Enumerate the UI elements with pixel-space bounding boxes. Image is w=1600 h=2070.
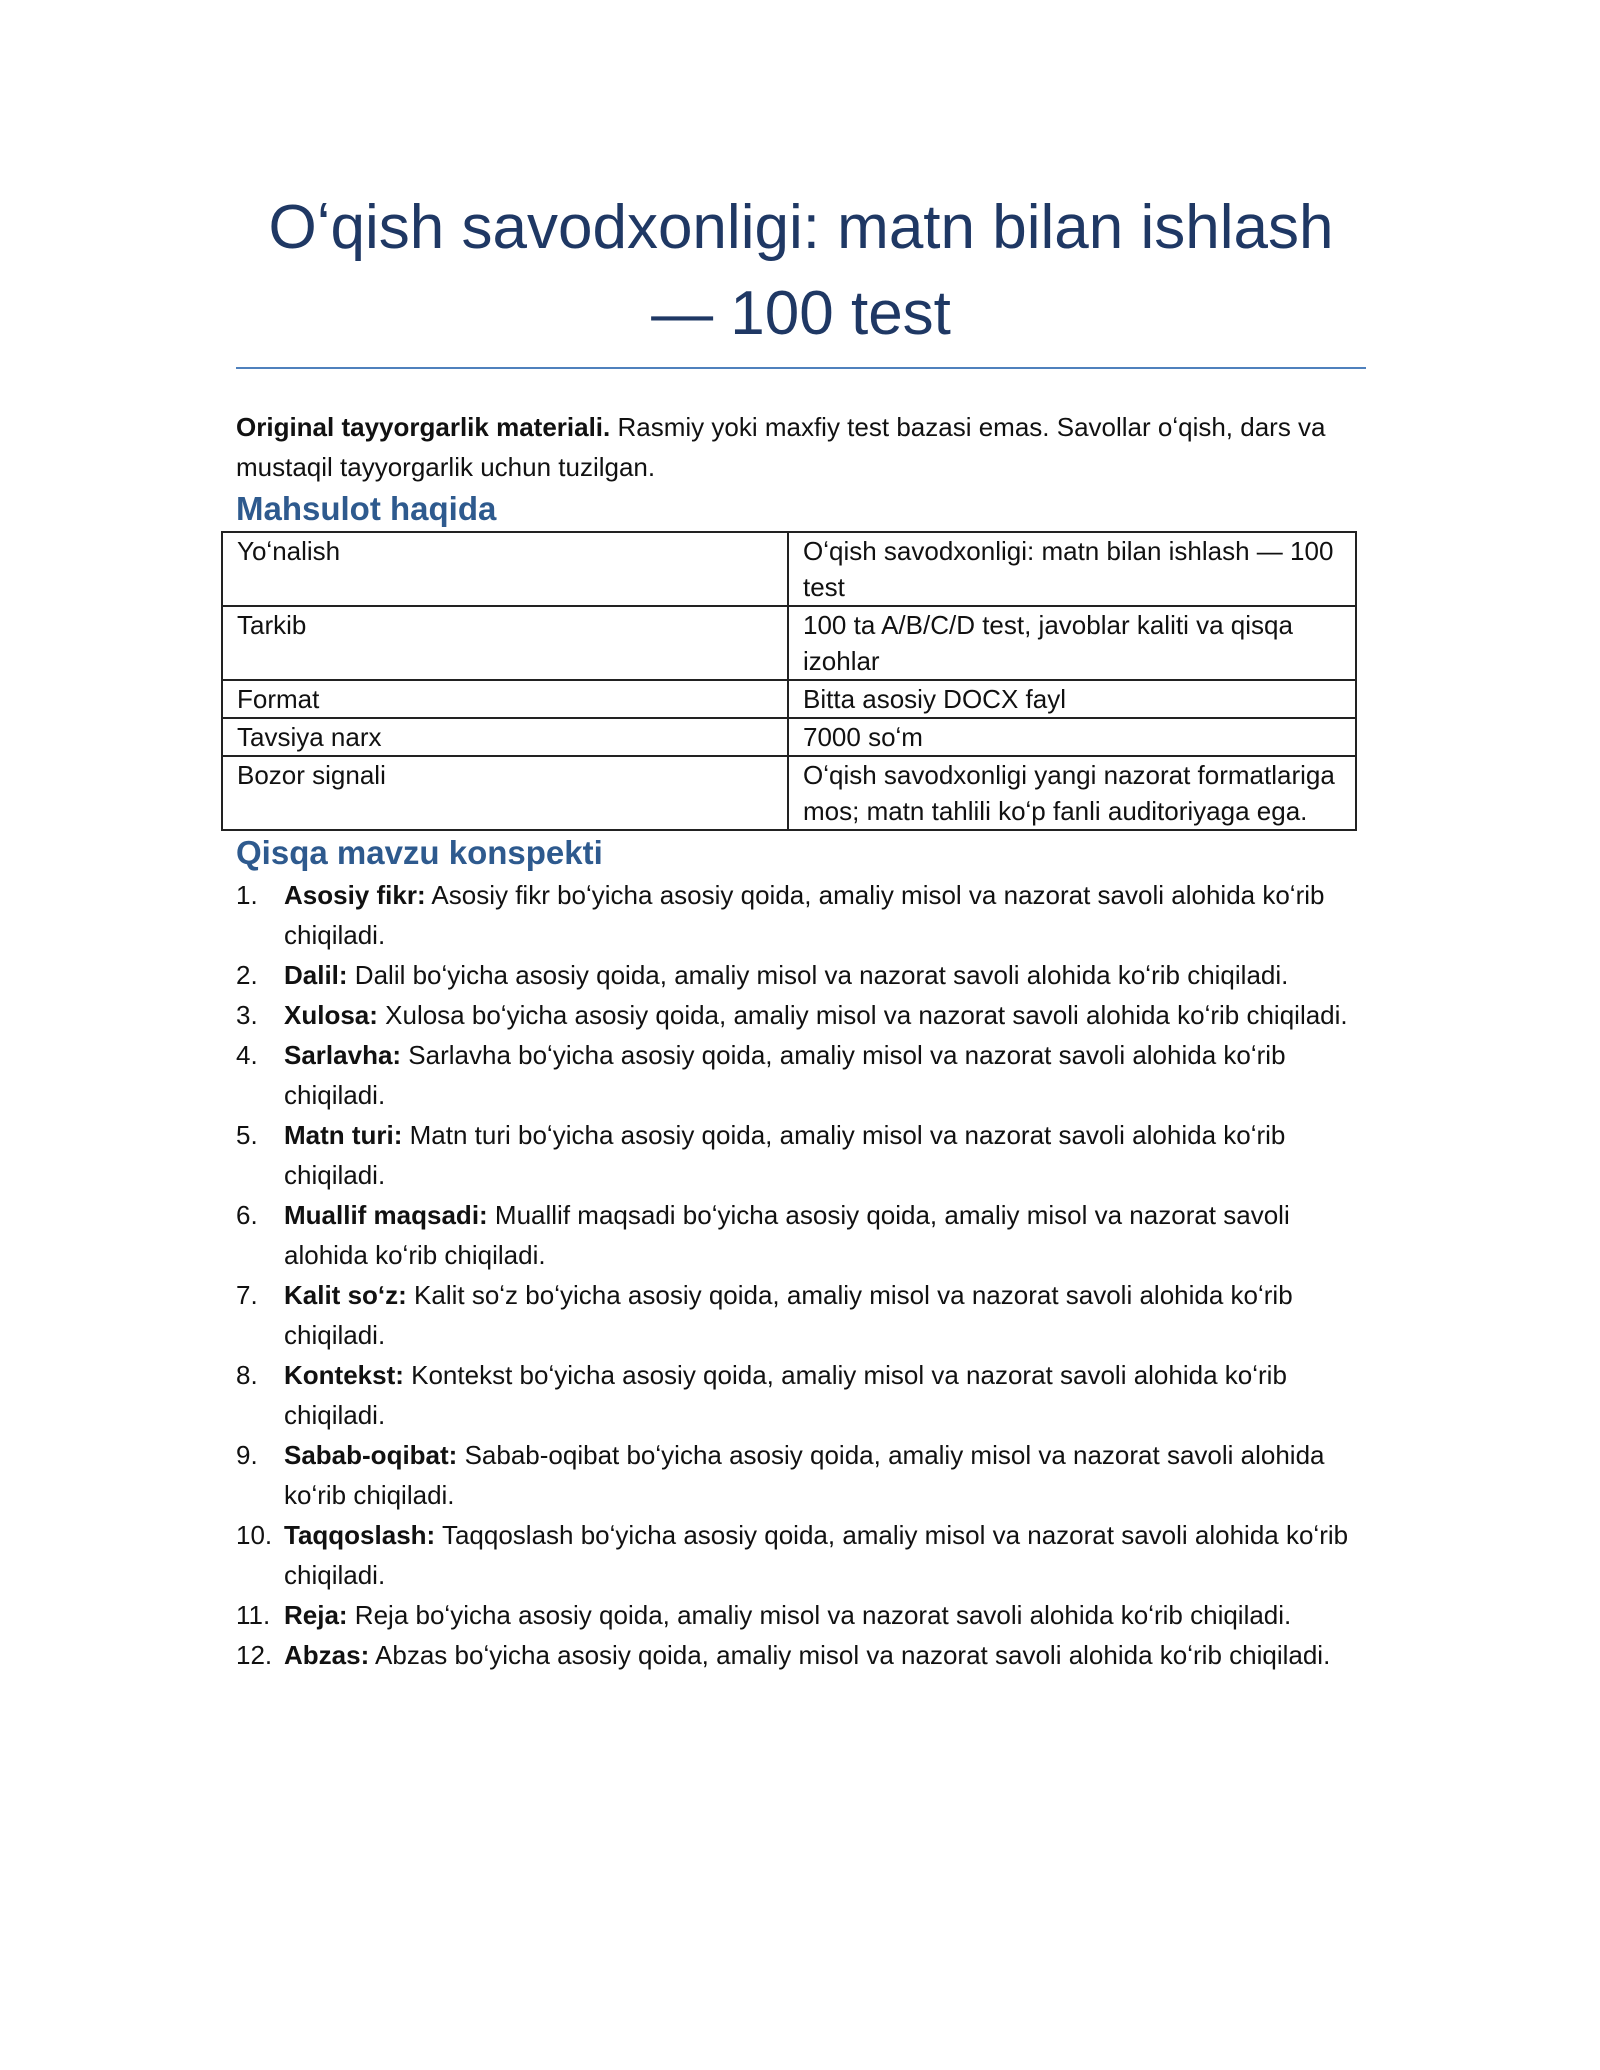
list-item (236, 995, 1366, 1035)
title-line-2: — 100 test (651, 279, 951, 348)
list-number: 1. (236, 880, 258, 910)
list-number: 11. (236, 1600, 271, 1630)
list-text: Dalil boʻyicha asosiy qoida, amaliy misol va nazorat savoli alohida koʻrib chiqiladi. (347, 960, 1289, 990)
list-item (236, 955, 1366, 995)
list-text: Kalit soʻz boʻyicha asosiy qoida, amaliy misol va nazorat savoli alohida koʻrib chiqiladi. (284, 1280, 1293, 1350)
list-text: Sarlavha boʻyicha asosiy qoida, amaliy misol va nazorat savoli alohida koʻrib chiqiladi. (284, 1040, 1286, 1110)
list-term: Kalit soʻz: (284, 1280, 407, 1310)
list-item (236, 1275, 1366, 1355)
list-number: 3. (236, 1000, 258, 1030)
intro-paragraph (236, 407, 1366, 487)
list-number: 8. (236, 1360, 258, 1390)
document-body (236, 185, 1366, 1675)
list-text: Muallif maqsadi boʻyicha asosiy qoida, amaliy misol va nazorat savoli alohida koʻrib chiqiladi. (284, 1200, 1290, 1270)
document-title (236, 185, 1366, 357)
list-number: 7. (236, 1280, 258, 1310)
outline-list (236, 875, 1366, 1675)
title-line-1: Oʻqish savodxonligi: matn bilan ishlash (268, 193, 1334, 262)
list-number: 12. (236, 1640, 273, 1670)
table-key-cell: Bozor signali (222, 756, 788, 830)
list-number: 2. (236, 960, 258, 990)
table-key-cell: Format (222, 680, 788, 718)
list-term: Dalil: (284, 960, 348, 990)
table-row (222, 718, 1356, 756)
list-item (236, 1355, 1366, 1435)
list-text: Sabab-oqibat boʻyicha asosiy qoida, amaliy misol va nazorat savoli alohida koʻrib chiqiladi. (284, 1440, 1325, 1510)
table-value-cell: 7000 soʻm (788, 718, 1356, 756)
list-item (236, 1195, 1366, 1275)
list-text: Matn turi boʻyicha asosiy qoida, amaliy misol va nazorat savoli alohida koʻrib chiqiladi. (284, 1120, 1286, 1190)
list-number: 4. (236, 1040, 258, 1070)
list-term: Asosiy fikr: (284, 880, 426, 910)
table-value-cell: Oʻqish savodxonligi: matn bilan ishlash — 100 test (788, 532, 1356, 606)
table-value-cell: 100 ta A/B/C/D test, javoblar kaliti va qisqa izohlar (788, 606, 1356, 680)
list-term: Reja: (284, 1600, 348, 1630)
list-term: Sarlavha: (284, 1040, 402, 1070)
intro-text: Rasmiy yoki maxfiy test bazasi emas. Savollar oʻqish, dars va mustaqil tayyorgarlik uchun tuzilgan. (236, 412, 1326, 482)
list-text: Xulosa boʻyicha asosiy qoida, amaliy misol va nazorat savoli alohida koʻrib chiqiladi. (377, 1000, 1348, 1030)
list-item (236, 1435, 1366, 1515)
list-item (236, 1515, 1366, 1595)
list-item (236, 1115, 1366, 1195)
table-key-cell: Tavsiya narx (222, 718, 788, 756)
list-term: Matn turi: (284, 1120, 403, 1150)
list-text: Abzas boʻyicha asosiy qoida, amaliy misol va nazorat savoli alohida koʻrib chiqiladi. (369, 1640, 1331, 1670)
list-term: Muallif maqsadi: (284, 1200, 488, 1230)
list-term: Abzas: (284, 1640, 370, 1670)
list-term: Xulosa: (284, 1000, 378, 1030)
list-term: Taqqoslash: (284, 1520, 436, 1550)
table-row (222, 756, 1356, 830)
table-row (222, 606, 1356, 680)
table-value-cell: Oʻqish savodxonligi yangi nazorat formatlariga mos; matn tahlili koʻp fanli auditoriyaga ega. (788, 756, 1356, 830)
product-info-table (221, 531, 1357, 831)
list-text: Taqqoslash boʻyicha asosiy qoida, amaliy misol va nazorat savoli alohida koʻrib chiqiladi. (284, 1520, 1349, 1590)
list-term: Kontekst: (284, 1360, 404, 1390)
intro-bold-lead: Original tayyorgarlik materiali. (236, 412, 611, 442)
list-item (236, 1635, 1366, 1675)
list-item (236, 1595, 1366, 1635)
list-term: Sabab-oqibat: (284, 1440, 458, 1470)
product-heading: Mahsulot haqida (236, 490, 497, 527)
list-number: 5. (236, 1120, 258, 1150)
table-value-cell: Bitta asosiy DOCX fayl (788, 680, 1356, 718)
list-number: 9. (236, 1440, 258, 1470)
table-key-cell: Tarkib (222, 606, 788, 680)
list-text: Kontekst boʻyicha asosiy qoida, amaliy misol va nazorat savoli alohida koʻrib chiqiladi. (284, 1360, 1287, 1430)
table-row (222, 532, 1356, 606)
list-text: Asosiy fikr boʻyicha asosiy qoida, amaliy misol va nazorat savoli alohida koʻrib chiqiladi. (284, 880, 1325, 950)
list-item (236, 1035, 1366, 1115)
outline-heading: Qisqa mavzu konspekti (236, 834, 603, 871)
title-underline (236, 367, 1366, 369)
table-row (222, 680, 1356, 718)
list-item (236, 875, 1366, 955)
table-key-cell: Yoʻnalish (222, 532, 788, 606)
list-text: Reja boʻyicha asosiy qoida, amaliy misol va nazorat savoli alohida koʻrib chiqiladi. (347, 1600, 1292, 1630)
list-number: 6. (236, 1200, 258, 1230)
list-number: 10. (236, 1520, 273, 1550)
